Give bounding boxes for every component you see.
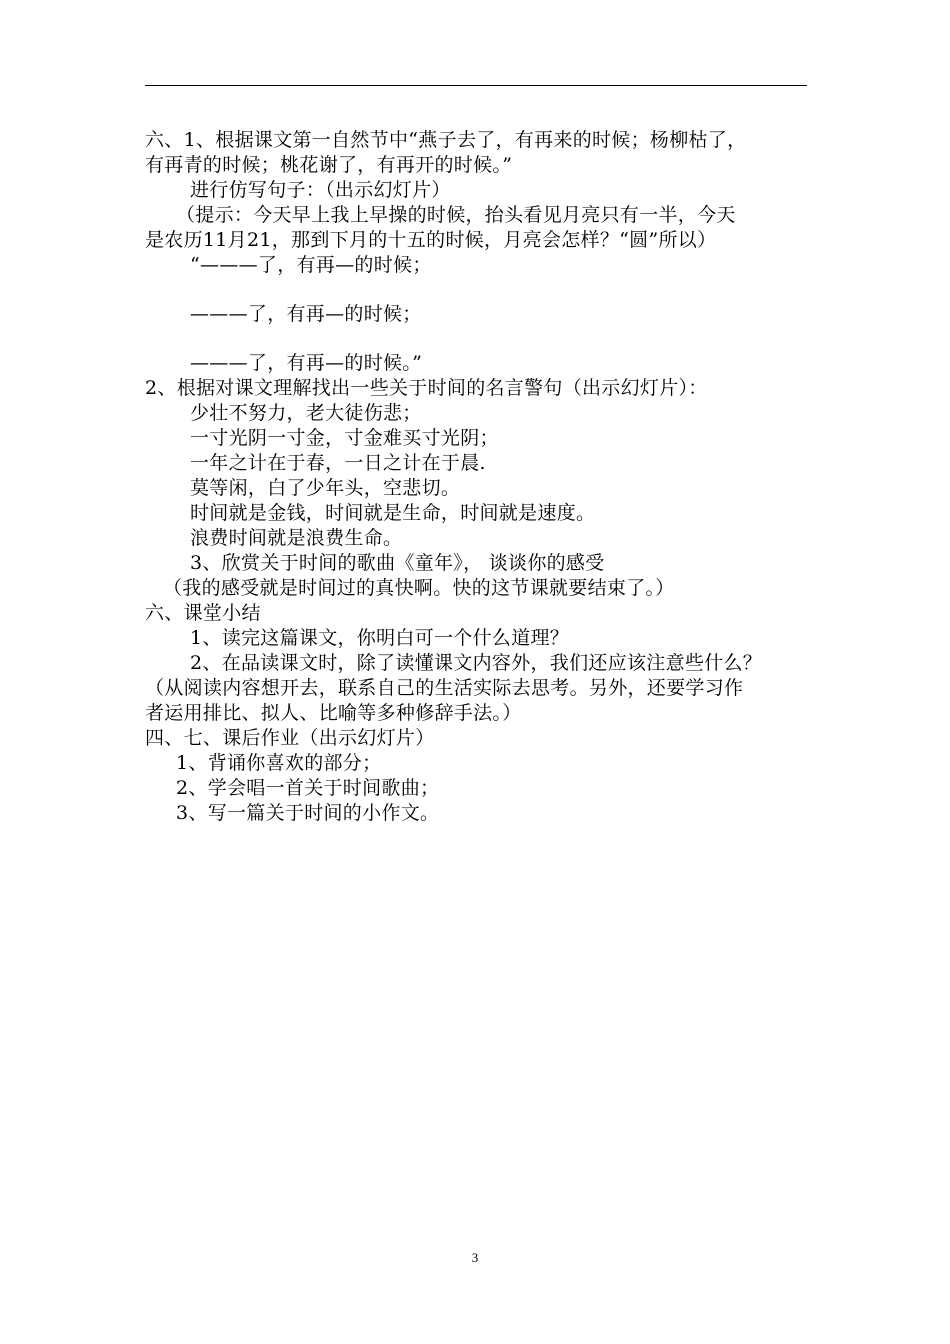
text-line: 一年之计在于春，一日之计在于晨.: [190, 452, 486, 474]
text-line: （我的感受就是时间过的真快啊。快的这节课就要结束了。）: [163, 577, 675, 599]
text-line: 3、写一篇关于时间的小作文。: [176, 802, 440, 824]
text-line: 一寸光阴一寸金，寸金难买寸光阴；: [190, 427, 499, 449]
text-line: （提示：今天早上我上早操的时候，抬头看见月亮只有一半，今天: [176, 204, 736, 226]
text-line: 莫等闲，白了少年头，空悲切。: [190, 477, 461, 499]
text-line: ———了，有再—的时候。”: [190, 352, 423, 374]
text-line: 1、背诵你喜欢的部分；: [176, 752, 382, 774]
text-line: “———了，有再—的时候；: [190, 254, 432, 276]
text-line: 3、欣赏关于时间的歌曲《童年》， 谈谈你的感受: [190, 552, 605, 574]
text-line: （从阅读内容想开去，联系自己的生活实际去思考。另外，还要学习作: [145, 677, 744, 699]
text-line: 六、1、根据课文第一自然节中“燕子去了，有再来的时候；杨柳枯了，: [145, 129, 747, 151]
text-line: 2、在品读课文时，除了读懂课文内容外，我们还应该注意些什么？: [190, 652, 763, 674]
section-heading: 六、课堂小结: [145, 602, 261, 624]
text-line: 者运用排比、拟人、比喻等多种修辞手法。）: [145, 702, 522, 724]
text-line: 浪费时间就是浪费生命。: [190, 527, 403, 549]
text-line: 有再青的时候；桃花谢了，有再开的时候。”: [145, 154, 513, 176]
text-line: 少壮不努力，老大徒伤悲；: [190, 402, 422, 424]
text-line: 1、读完这篇课文，你明白可一个什么道理？: [190, 627, 570, 649]
section-heading: 四、七、课后作业（出示幻灯片）: [145, 727, 435, 749]
text-line: ———了，有再—的时候；: [190, 303, 422, 325]
text-line: 是农历11月21，那到下月的十五的时候，月亮会怎样？“圆”所以）: [145, 229, 717, 251]
text-line: 2、学会唱一首关于时间歌曲；: [176, 777, 440, 799]
text-line: 2、根据对课文理解找出一些关于时间的名言警句（出示幻灯片）：: [145, 377, 708, 399]
header-rule: [145, 85, 807, 86]
text-line: 进行仿写句子：（出示幻灯片）: [190, 179, 451, 201]
page-number: 3: [471, 1250, 479, 1265]
text-line: 时间就是金钱，时间就是生命，时间就是速度。: [190, 502, 596, 524]
